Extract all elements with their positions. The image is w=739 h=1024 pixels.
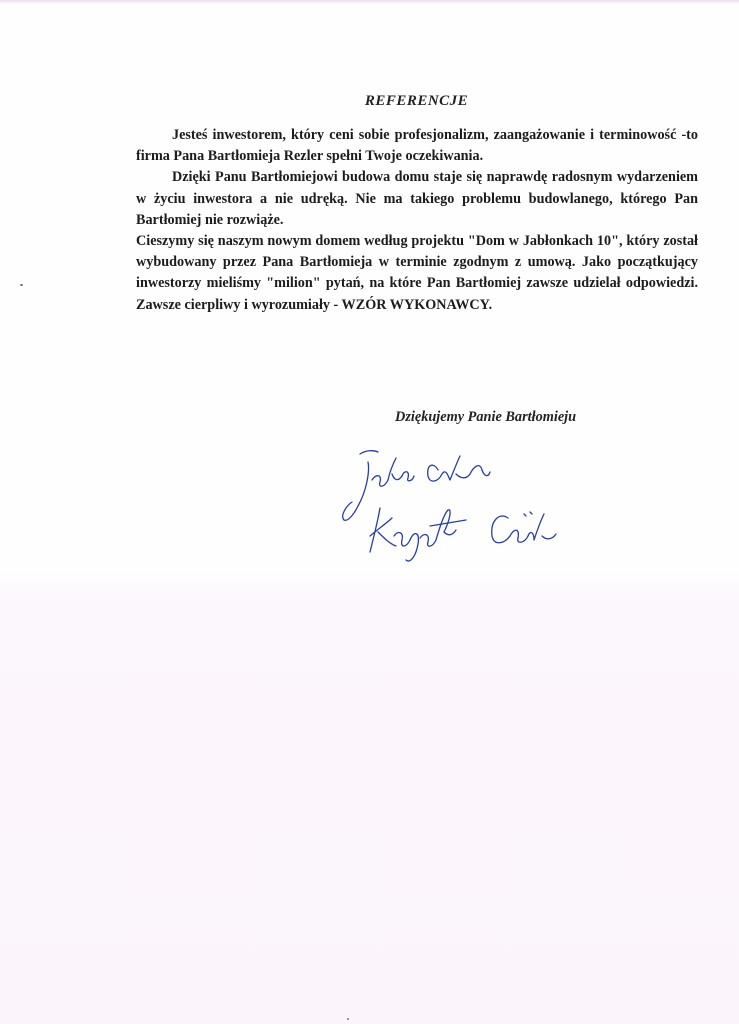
document-body — [136, 125, 698, 316]
scan-speck — [20, 284, 23, 286]
paragraph-2: Dzięki Panu Bartłomiejowi budowa domu staje się naprawdę radosnym wydarzeniem w życiu inwestora a nie udręką. Nie ma takiego problemu budowlanego, którego Pan Bartłomiej nie rozwiąże. — [136, 169, 698, 228]
paragraph-3: Cieszymy się naszym nowym domem według projektu "Dom w Jabłonkach 10", który został wybudowany przez Pana Bartłomieja w terminie zgodnym z umową. Jako początkujący inwestorzy mieliśmy "milion" pytań, na które Pan Bartłomiej zawsze udzielał odpowiedzi. Zawsze cierpliwy i wyrozumiały - WZÓR WYKONAWCY. — [136, 233, 698, 313]
closing-line: Dziękujemy Panie Bartłomieju — [395, 409, 577, 425]
page-top-edge — [0, 0, 739, 4]
scan-speck — [347, 1018, 349, 1020]
document-title: REFERENCJE — [364, 93, 469, 109]
paragraph-1: Jesteś inwestorem, który ceni sobie profesjonalizm, zaangażowanie i terminowość -to firma Pana Bartłomieja Rezler spełni Twoje oczekiwania. — [136, 127, 698, 165]
handwritten-signature — [330, 440, 570, 570]
